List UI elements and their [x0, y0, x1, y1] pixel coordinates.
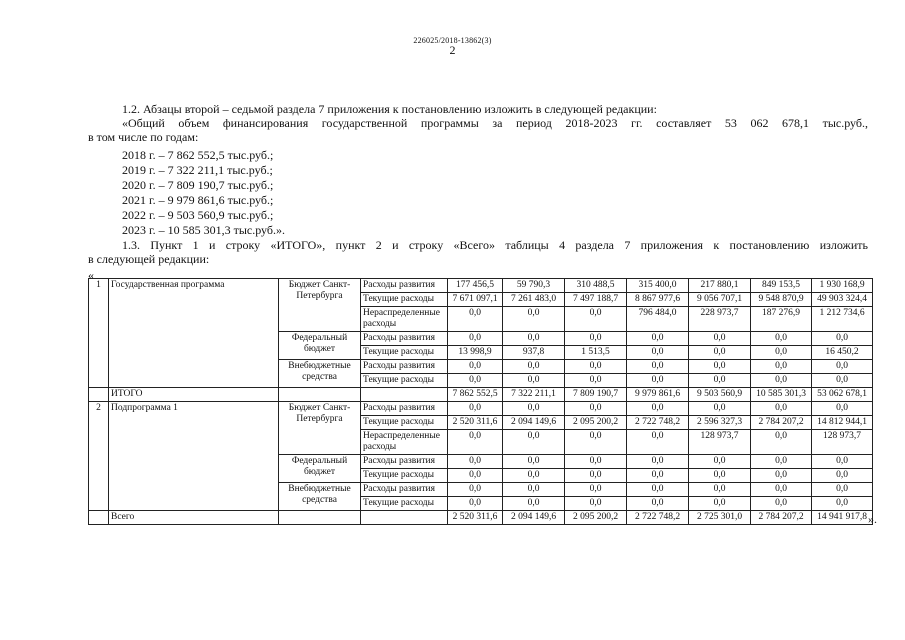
value-cell: 0,0: [751, 332, 812, 346]
year-line-2019: 2019 г. – 7 322 211,1 тыс.руб.;: [122, 163, 273, 177]
total-cell: 2 784 207,2: [751, 511, 812, 525]
value-cell: 0,0: [689, 374, 751, 388]
table-row: [89, 279, 873, 293]
value-cell: 2 596 327,3: [689, 416, 751, 430]
total-cell: 2 095 200,2: [565, 511, 627, 525]
value-cell: 849 153,5: [751, 279, 812, 293]
value-cell: 8 867 977,6: [627, 293, 689, 307]
total-cell: 7 809 190,7: [565, 388, 627, 402]
value-cell: 7 671 097,1: [448, 293, 503, 307]
value-cell: 0,0: [448, 483, 503, 497]
value-cell: 0,0: [448, 374, 503, 388]
value-cell: 0,0: [565, 483, 627, 497]
value-cell: 0,0: [565, 360, 627, 374]
value-cell: 0,0: [689, 332, 751, 346]
expense-type: Текущие расходы: [361, 416, 448, 430]
expense-type: Текущие расходы: [361, 497, 448, 511]
total-cell: 2 722 748,2: [627, 511, 689, 525]
value-cell: 0,0: [751, 346, 812, 360]
table-row-total: [89, 511, 873, 525]
total-label: ИТОГО: [109, 388, 279, 402]
value-cell: 0,0: [627, 497, 689, 511]
total-cell: 7 322 211,1: [503, 388, 565, 402]
value-cell: 1 212 734,6: [812, 307, 873, 332]
paragraph-total-funding: «Общий объем финансирования государственной программы за период 2018-2023 гг. составляет 53 062 678,1 тыс.руб.,: [122, 116, 868, 130]
value-cell: 0,0: [503, 402, 565, 416]
value-cell: 0,0: [627, 483, 689, 497]
value-cell: 2 722 748,2: [627, 416, 689, 430]
total-cell: 9 503 560,9: [689, 388, 751, 402]
expense-type: Расходы развития: [361, 360, 448, 374]
value-cell: 0,0: [689, 360, 751, 374]
funding-source-federal: Федеральный бюджет: [279, 455, 361, 483]
expense-type: Нераспределенные расходы: [361, 430, 448, 455]
value-cell: 0,0: [565, 307, 627, 332]
year-line-2018: 2018 г. – 7 862 552,5 тыс.руб.;: [122, 148, 274, 162]
opening-quote: «: [88, 268, 94, 282]
value-cell: 0,0: [812, 455, 873, 469]
paragraph-by-years: в том числе по годам:: [88, 130, 199, 144]
total-cell: 9 979 861,6: [627, 388, 689, 402]
value-cell: 14 812 944,1: [812, 416, 873, 430]
value-cell: 0,0: [448, 497, 503, 511]
funding-source-extrabudgetary: Внебюджетные средства: [279, 483, 361, 511]
paragraph-1-3-continued: в следующей редакции:: [88, 252, 210, 266]
table-row: [89, 402, 873, 416]
total-cell: 10 585 301,3: [751, 388, 812, 402]
table-row-total: [89, 388, 873, 402]
value-cell: 0,0: [627, 360, 689, 374]
value-cell: 0,0: [565, 497, 627, 511]
value-cell: 0,0: [751, 483, 812, 497]
value-cell: 0,0: [812, 360, 873, 374]
expense-type: Расходы развития: [361, 402, 448, 416]
value-cell: 177 456,5: [448, 279, 503, 293]
value-cell: 1 513,5: [565, 346, 627, 360]
total-label: Всего: [109, 511, 279, 525]
total-cell: 2 520 311,6: [448, 511, 503, 525]
value-cell: 796 484,0: [627, 307, 689, 332]
value-cell: 59 790,3: [503, 279, 565, 293]
value-cell: 0,0: [751, 360, 812, 374]
expense-type: Расходы развития: [361, 279, 448, 293]
value-cell: 0,0: [751, 402, 812, 416]
value-cell: 0,0: [812, 332, 873, 346]
value-cell: 0,0: [751, 455, 812, 469]
value-cell: 0,0: [627, 469, 689, 483]
value-cell: 187 276,9: [751, 307, 812, 332]
total-cell: 2 725 301,0: [689, 511, 751, 525]
value-cell: 0,0: [503, 483, 565, 497]
value-cell: 0,0: [565, 455, 627, 469]
value-cell: 2 095 200,2: [565, 416, 627, 430]
total-cell: 2 094 149,6: [503, 511, 565, 525]
total-cell: 14 941 917,8: [812, 511, 873, 525]
closing-quote: ».: [868, 512, 877, 526]
expense-type: Расходы развития: [361, 332, 448, 346]
year-line-2021: 2021 г. – 9 979 861,6 тыс.руб.;: [122, 193, 274, 207]
value-cell: 0,0: [565, 374, 627, 388]
value-cell: 0,0: [503, 332, 565, 346]
expense-type: Расходы развития: [361, 483, 448, 497]
value-cell: 0,0: [565, 469, 627, 483]
page-number: 2: [449, 43, 456, 57]
value-cell: 0,0: [689, 497, 751, 511]
expense-type: Текущие расходы: [361, 346, 448, 360]
value-cell: 0,0: [448, 332, 503, 346]
value-cell: 0,0: [751, 497, 812, 511]
value-cell: 13 998,9: [448, 346, 503, 360]
financing-table: [88, 278, 873, 525]
year-line-2022: 2022 г. – 9 503 560,9 тыс.руб.;: [122, 208, 274, 222]
value-cell: 2 520 311,6: [448, 416, 503, 430]
value-cell: 0,0: [565, 332, 627, 346]
value-cell: 9 548 870,9: [751, 293, 812, 307]
value-cell: 9 056 707,1: [689, 293, 751, 307]
value-cell: 0,0: [627, 402, 689, 416]
value-cell: 0,0: [503, 307, 565, 332]
value-cell: 0,0: [503, 360, 565, 374]
value-cell: 128 973,7: [689, 430, 751, 455]
expense-type: Нераспределенные расходы: [361, 307, 448, 332]
total-cell: 53 062 678,1: [812, 388, 873, 402]
value-cell: 1 930 168,9: [812, 279, 873, 293]
value-cell: 937,8: [503, 346, 565, 360]
expense-type: Текущие расходы: [361, 374, 448, 388]
funding-source-budget: Бюджет Санкт-Петербурга: [279, 402, 361, 455]
value-cell: 0,0: [751, 469, 812, 483]
value-cell: 49 903 324,4: [812, 293, 873, 307]
value-cell: 0,0: [503, 469, 565, 483]
value-cell: 0,0: [689, 455, 751, 469]
value-cell: 0,0: [448, 469, 503, 483]
expense-type: Расходы развития: [361, 455, 448, 469]
value-cell: 0,0: [812, 497, 873, 511]
funding-source-budget: Бюджет Санкт-Петербурга: [279, 279, 361, 332]
value-cell: 228 973,7: [689, 307, 751, 332]
value-cell: 0,0: [627, 455, 689, 469]
value-cell: 0,0: [503, 497, 565, 511]
value-cell: 7 497 188,7: [565, 293, 627, 307]
value-cell: 0,0: [503, 374, 565, 388]
value-cell: 0,0: [689, 402, 751, 416]
value-cell: 0,0: [627, 374, 689, 388]
value-cell: 0,0: [751, 374, 812, 388]
value-cell: 0,0: [627, 346, 689, 360]
value-cell: 0,0: [689, 483, 751, 497]
program-name: Подпрограмма 1: [109, 402, 279, 511]
row-number: 1: [89, 279, 109, 388]
row-number: 2: [89, 402, 109, 511]
value-cell: 0,0: [503, 430, 565, 455]
year-line-2020: 2020 г. – 7 809 190,7 тыс.руб.;: [122, 178, 274, 192]
paragraph-1-3: 1.3. Пункт 1 и строку «ИТОГО», пункт 2 и строку «Всего» таблицы 4 раздела 7 приложения к постановлению изложить: [122, 238, 868, 252]
value-cell: 2 784 207,2: [751, 416, 812, 430]
value-cell: 0,0: [627, 430, 689, 455]
value-cell: 217 880,1: [689, 279, 751, 293]
value-cell: 16 450,2: [812, 346, 873, 360]
funding-source-federal: Федеральный бюджет: [279, 332, 361, 360]
value-cell: 128 973,7: [812, 430, 873, 455]
value-cell: 0,0: [812, 374, 873, 388]
value-cell: 0,0: [565, 430, 627, 455]
value-cell: 0,0: [565, 402, 627, 416]
value-cell: 2 094 149,6: [503, 416, 565, 430]
paragraph-1-2: 1.2. Абзацы второй – седьмой раздела 7 приложения к постановлению изложить в следующей редакции:: [122, 102, 657, 116]
value-cell: 0,0: [448, 402, 503, 416]
expense-type: Текущие расходы: [361, 293, 448, 307]
value-cell: 315 400,0: [627, 279, 689, 293]
value-cell: 0,0: [627, 332, 689, 346]
year-line-2023: 2023 г. – 10 585 301,3 тыс.руб.».: [122, 223, 285, 237]
value-cell: 0,0: [689, 346, 751, 360]
value-cell: 0,0: [812, 469, 873, 483]
expense-type: Текущие расходы: [361, 469, 448, 483]
document-number: 226025/2018-13862(3): [413, 36, 492, 45]
value-cell: 0,0: [448, 307, 503, 332]
value-cell: 0,0: [448, 360, 503, 374]
value-cell: 0,0: [812, 402, 873, 416]
value-cell: 0,0: [448, 455, 503, 469]
value-cell: 0,0: [751, 430, 812, 455]
funding-source-extrabudgetary: Внебюджетные средства: [279, 360, 361, 388]
value-cell: 0,0: [812, 483, 873, 497]
value-cell: 0,0: [503, 455, 565, 469]
program-name: Государственная программа: [109, 279, 279, 388]
value-cell: 0,0: [689, 469, 751, 483]
total-cell: 7 862 552,5: [448, 388, 503, 402]
value-cell: 0,0: [448, 430, 503, 455]
value-cell: 7 261 483,0: [503, 293, 565, 307]
value-cell: 310 488,5: [565, 279, 627, 293]
